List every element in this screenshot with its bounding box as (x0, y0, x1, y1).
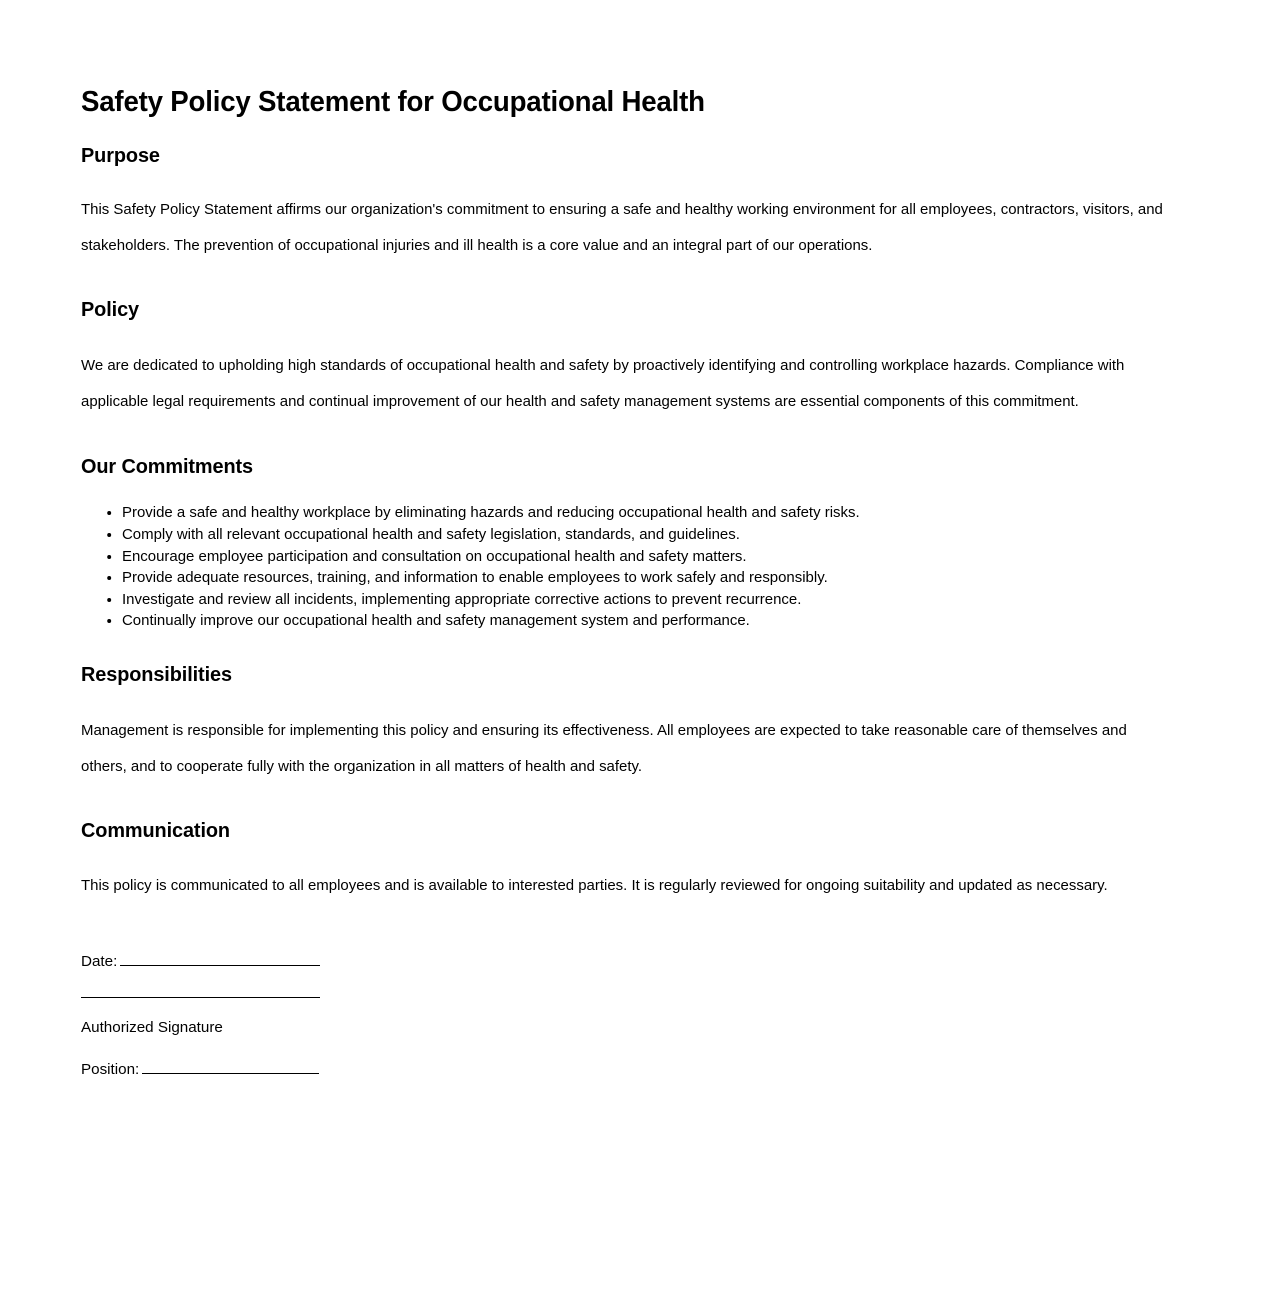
section-heading-responsibilities: Responsibilities (81, 662, 232, 686)
list-item: • Comply with all relevant occupational health and safety legislation, standards, and guidelines. (122, 524, 1169, 546)
document-body (81, 86, 1185, 1088)
section-heading-our-commitments: Our Commitments (81, 454, 254, 478)
signature-caption: Authorized Signature (81, 1019, 223, 1037)
list-item: • Investigate and review all incidents, implementing appropriate corrective actions to prevent recurrence. (122, 589, 1169, 611)
list-item: • Continually improve our occupational health and safety management system and performance. (122, 610, 1169, 632)
list-item: • Provide a safe and healthy workplace by eliminating hazards and reducing occupational health and safety risks. (122, 502, 1169, 524)
spacer (81, 1038, 1185, 1060)
section-heading-purpose: Purpose (81, 143, 160, 167)
spacer (81, 120, 1185, 144)
list-item: • Provide adequate resources, training, and information to enable employees to work safely and responsibly. (122, 567, 1169, 589)
section-heading-communication: Communication (81, 818, 230, 842)
position-input-line[interactable] (142, 1063, 319, 1074)
spacer (81, 843, 1185, 868)
section-paragraph-communication: This policy is communicated to all employees and is available to interested parties. It is regularly reviewed for ongoing suitability and updated as necessary. (81, 877, 1108, 895)
section-paragraph-policy: We are dedicated to upholding high standards of occupational health and safety by proactively identifying and controlling workplace hazards. Compliance with applicable legal requirements and continual improvement of our health and safety management systems are essential components of this commitment. (81, 356, 1125, 410)
spacer (81, 420, 1185, 455)
spacer (81, 168, 1185, 192)
date-input-line[interactable] (120, 955, 320, 966)
section-paragraph-purpose: This Safety Policy Statement affirms our organization's commitment to ensuring a safe and healthy working environment for all employees, contractors, visitors, and stakeholders. The prevention of occupational injuries and ill health is a core value and an integral part of our operations. (81, 201, 1163, 255)
commitments-list (81, 502, 1185, 632)
section-paragraph-responsibilities: Management is responsible for implementing this policy and ensuring its effectiveness. All employees are expected to take reasonable care of themselves and others, and to cooperate fully with the organization in all matters of health and safety. (81, 721, 1127, 775)
section-heading-policy: Policy (81, 298, 140, 322)
spacer (81, 785, 1185, 819)
spacer (81, 479, 1185, 502)
spacer (81, 998, 1185, 1018)
position-label: Position: (81, 1061, 140, 1079)
spacer (81, 904, 1185, 952)
date-row (81, 952, 1185, 980)
list-item: • Encourage employee participation and consultation on occupational health and safety matters. (122, 546, 1169, 568)
signature-block (81, 952, 1185, 1088)
spacer (81, 632, 1185, 663)
spacer (81, 980, 1185, 997)
spacer (81, 264, 1185, 298)
spacer (81, 323, 1185, 348)
page-title: Safety Policy Statement for Occupational Health (81, 86, 705, 118)
position-row (81, 1060, 1185, 1088)
date-label: Date: (81, 953, 118, 971)
spacer (81, 688, 1185, 713)
